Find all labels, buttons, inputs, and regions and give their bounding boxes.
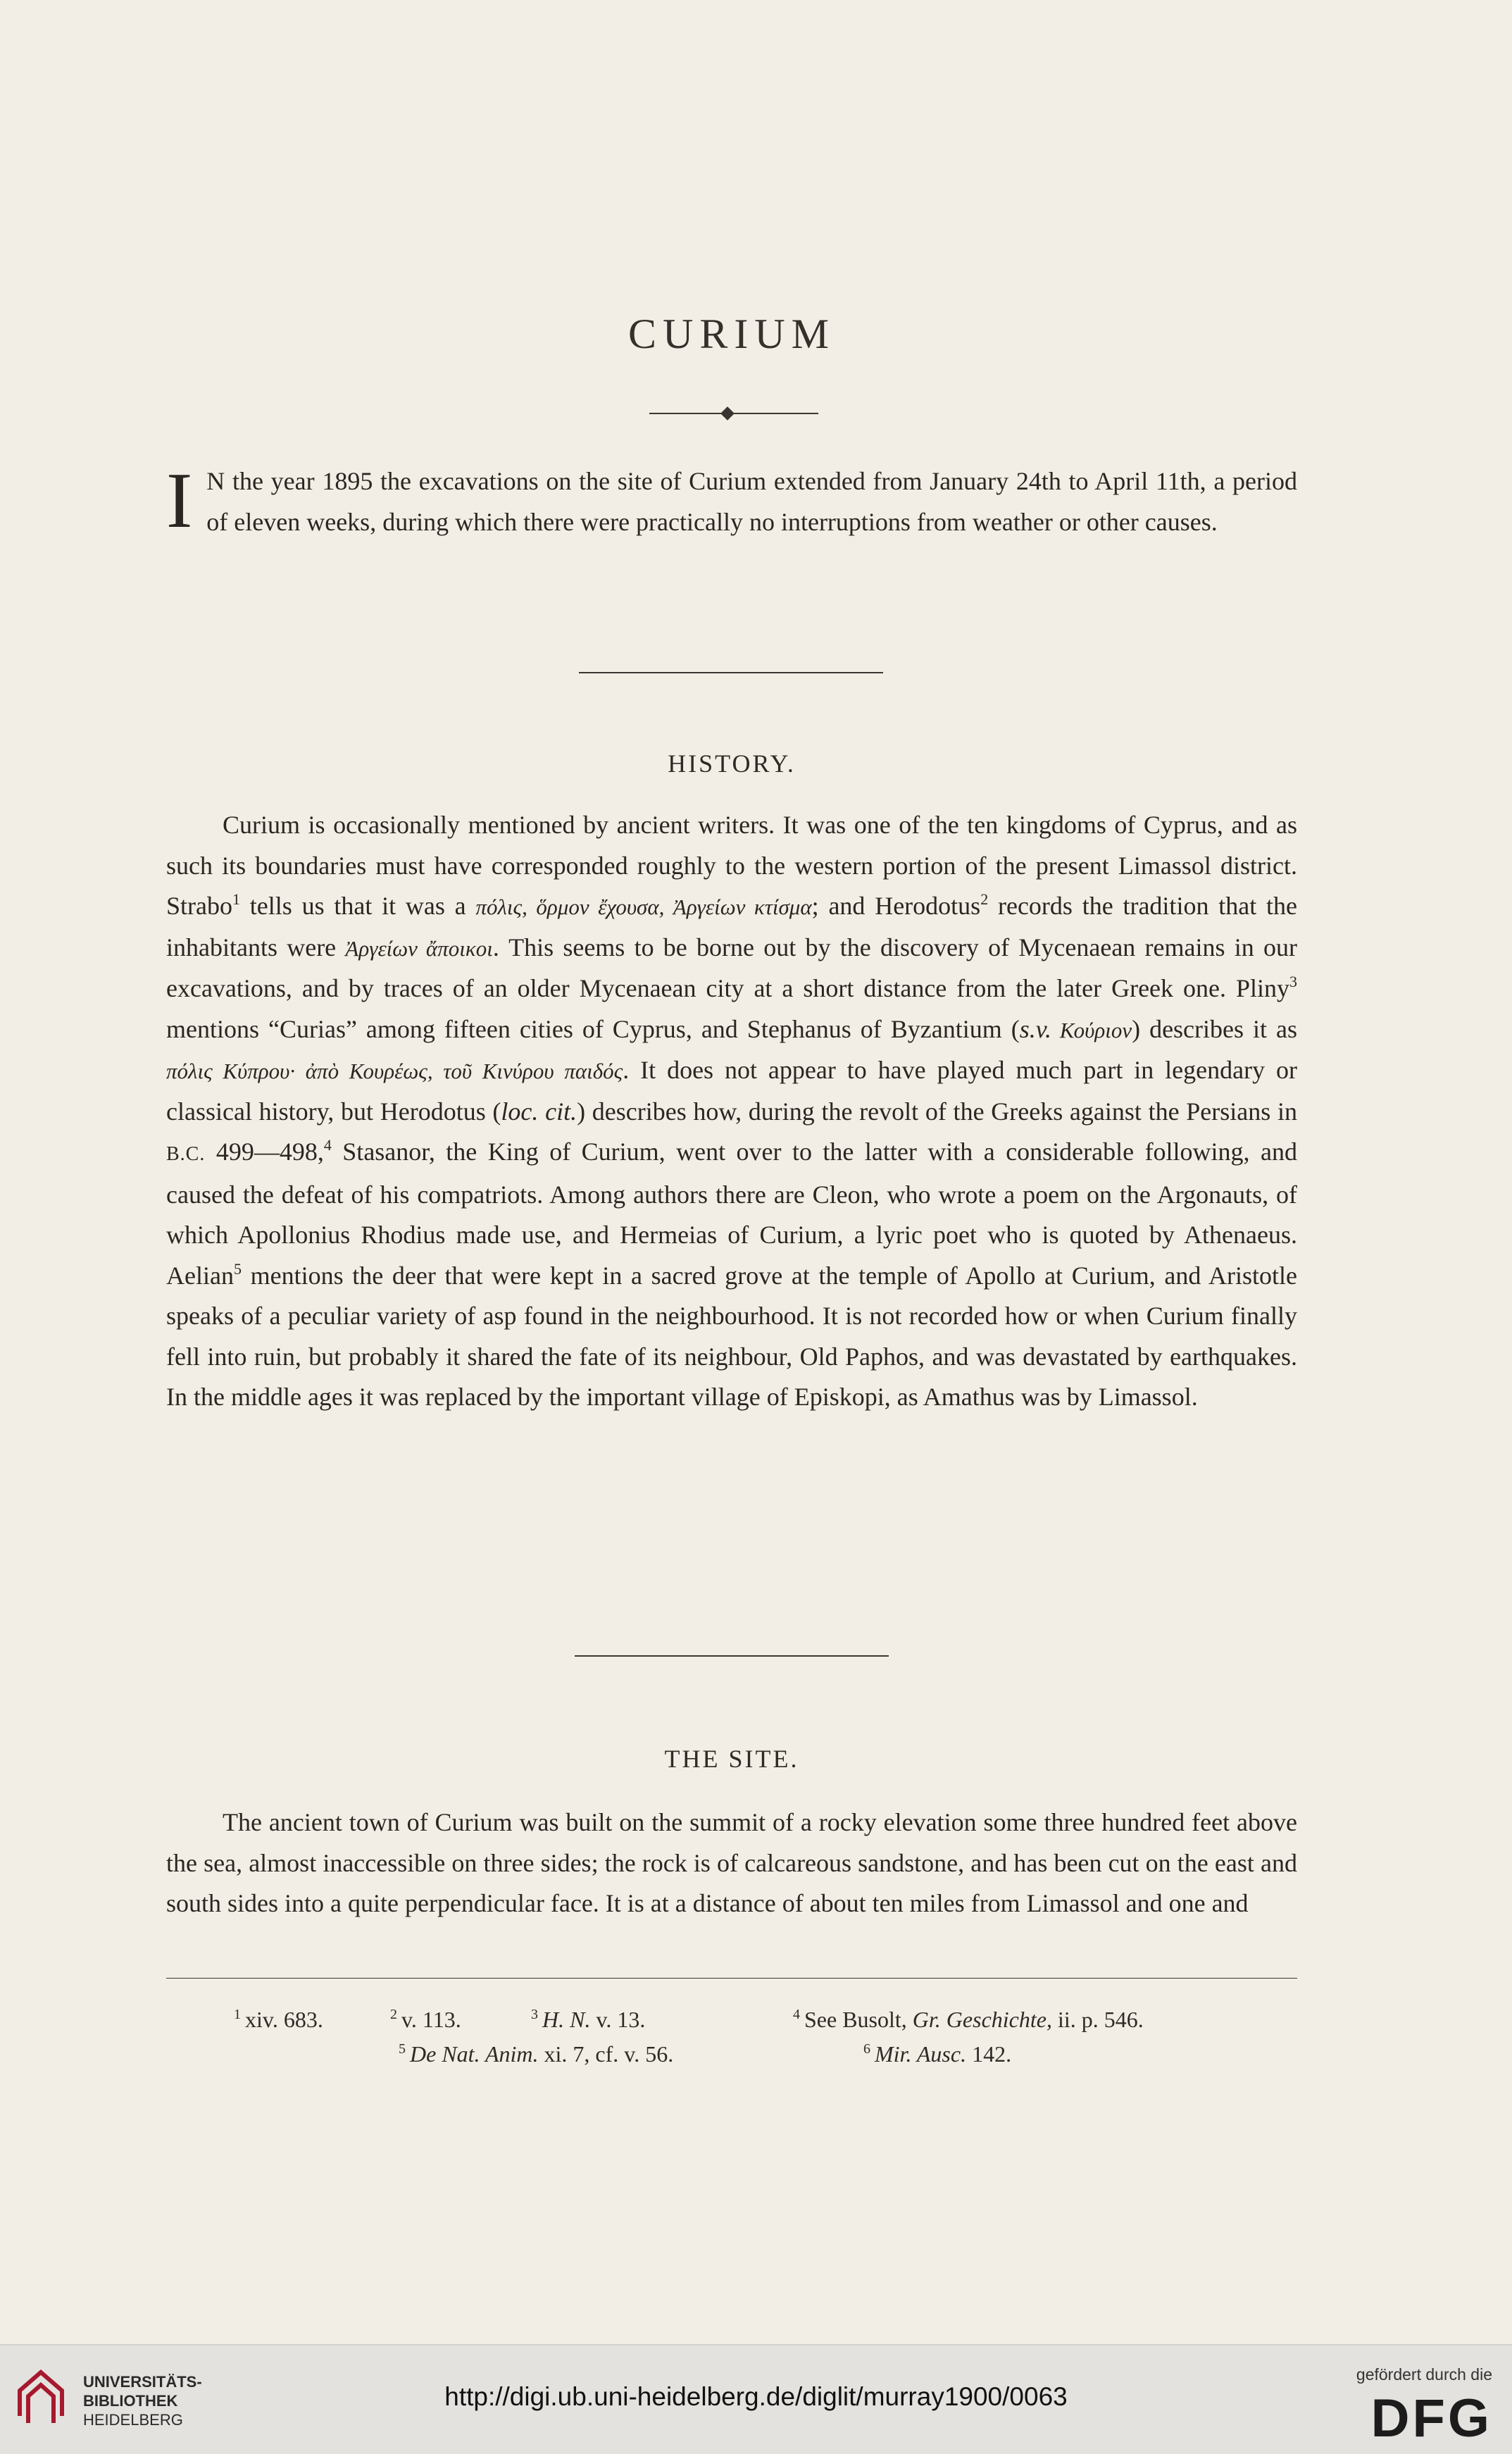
dfg-logo[interactable]: DFG bbox=[1370, 2388, 1492, 2448]
footnotes bbox=[166, 2003, 1297, 2072]
greek-quote: πόλις, ὅρμον ἔχουσα, Ἀργείων κτίσμα bbox=[475, 895, 812, 919]
footnote-5: $^5$ De Nat. Anim. xi. 7, cf. v. 56. bbox=[399, 2041, 674, 2067]
greek-quote: Ἀργείων ἄποικοι bbox=[345, 935, 493, 961]
footnote-6: $^6$ Mir. Ausc. 142. bbox=[863, 2041, 1012, 2067]
page-title: CURIUM bbox=[627, 311, 836, 357]
history-paragraph: Curium is occasionally mentioned by ancient writers. It was one of the ten kingdoms of Cyprus, and as such its boundaries must have corresponded roughly to the western portion of the present Limassol district. Strabo$^1$ tells us that it was a πόλις, ὅρμον ἔχουσα, Ἀργείων κτίσμα; and Herodotus$^2$ records the tradition that the inhabitants were Ἀργείων ἄποικοι. This seems to be borne out by the discovery of Mycenaean remains in our excavations, and by traces of an older Mycenaean city at a short distance from the later Greek one. Pliny$^3$ mentions “Curias” among fifteen cities of Cyprus, and Stephanus of Byzantium (s.v. Κούριον) describes it as πόλις Κύπρου· ἀπὸ Κουρέως, τοῦ Κινύρου παιδός. It does not appear to have played much part in legendary or classical history, but Herodotus (loc. cit.) describes how, during the revolt of the Greeks against the Persians in B.C. 499—498,$^4$ Stasanor, the King of Curium, went over to the latter with a considerable following, and caused the defeat of his compatriots. Among authors there are Cleon, who wrote a poem on the Argonauts, of which Apollonius Rhodius made use, and Hermeias of Curium, a lyric poet who is quoted by Athenaeus. Aelian$^5$ mentions the deer that were kept in a sacred grove at the temple of Apollo at Curium, and Aristotle speaks of a peculiar variety of asp found in the neighbourhood. It is not recorded how or when Curium finally fell into ruin, but probably it shared the fate of its neighbour, Old Paphos, and was devastated by earthquakes. In the middle ages it was replaced by the important village of Episkopi, as Amathus was by Limassol. bbox=[166, 811, 1298, 1411]
history-heading: HISTORY. bbox=[668, 749, 796, 778]
footnote-ref: 4 bbox=[323, 1136, 332, 1154]
section-divider bbox=[579, 672, 883, 673]
footnote-ref: 1 bbox=[232, 890, 240, 908]
drop-cap: I bbox=[166, 457, 193, 544]
footnote-2: $^2$ v. 113. bbox=[390, 2007, 461, 2032]
greek-quote: πόλις Κύπρου· ἀπὸ Κουρέως, τοῦ Κινύρου παιδός bbox=[166, 1059, 623, 1083]
page-url[interactable]: http://digi.ub.uni-heidelberg.de/diglit/murray1900/0063 bbox=[444, 2382, 1068, 2411]
footnote-ref: 5 bbox=[233, 1259, 242, 1278]
footnote-3: $^3$ H. N. v. 13. bbox=[531, 2007, 646, 2032]
site-heading: THE SITE. bbox=[664, 1745, 799, 1773]
viewer-footer bbox=[0, 2344, 1512, 2454]
intro-paragraph bbox=[166, 457, 1297, 544]
site-paragraph: The ancient town of Curium was built on the summit of a rocky elevation some three hundred feet above the sea, almost inaccessible on three sides; the rock is of calcareous sandstone, and has been cut on the east and south sides into a quite perpendicular face. It is at a distance of about ten miles from Limassol and one and bbox=[166, 1808, 1297, 1917]
footnote-4: $^4$ See Busolt, Gr. Geschichte, ii. p. 546. bbox=[793, 2007, 1144, 2032]
history-section bbox=[166, 805, 1297, 1418]
title-ornament bbox=[649, 409, 818, 418]
greek-quote: Κούριον bbox=[1051, 1017, 1132, 1042]
footnote-ref: 2 bbox=[980, 890, 989, 908]
section-divider bbox=[575, 1655, 889, 1657]
footnote-rule bbox=[166, 1978, 1297, 1979]
footnote-ref: 3 bbox=[1289, 973, 1297, 990]
intro-text: N the year 1895 the excavations on the site of Curium extended from January 24th to April 11th, a period of eleven weeks, during which there were practically no interruptions from weather or other causes. bbox=[206, 467, 1297, 536]
footnote-1: $^1$ xiv. 683. bbox=[234, 2007, 323, 2032]
funding-label: gefördert durch die bbox=[1356, 2365, 1492, 2384]
site-section bbox=[166, 1802, 1297, 1924]
library-logo-text: UNIVERSITÄTS- BIBLIOTHEK HEIDELBERG bbox=[83, 2373, 202, 2429]
